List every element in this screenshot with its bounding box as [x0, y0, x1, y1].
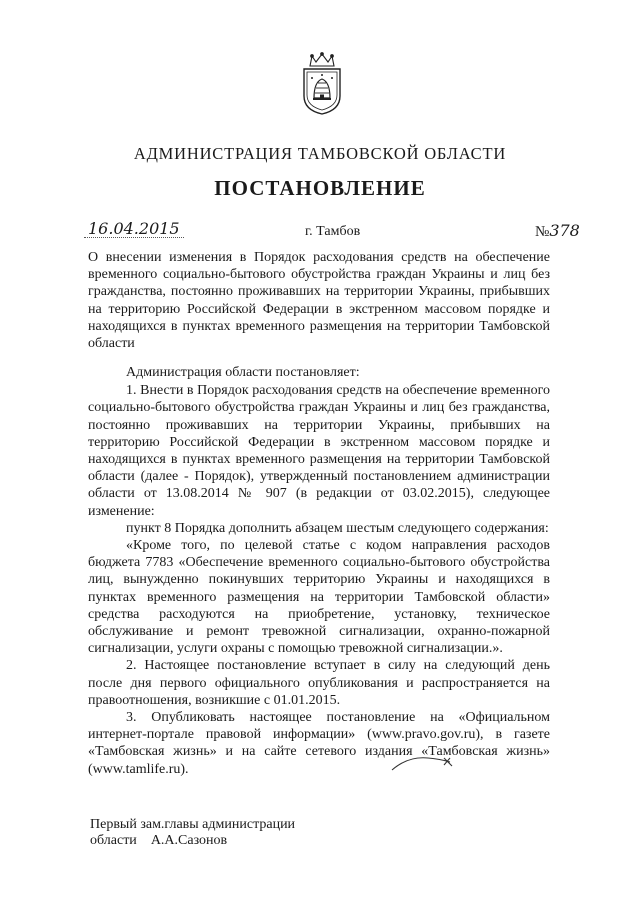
crown-icon	[310, 53, 334, 66]
signatory-position-cont: области	[90, 833, 137, 848]
date-value: 16.04.2015	[88, 219, 180, 238]
number-value: 378	[549, 221, 580, 240]
document-number	[535, 221, 580, 241]
document-city: г. Тамбов	[305, 224, 361, 239]
signatory-line	[90, 832, 227, 849]
clause-1: 1. Внести в Порядок расходования средств на обеспечение временного социально-бытового обустройства граждан Украины и лиц без гражданства, постоянно проживавших на территории Украины, прибывших на территорию Российской Федерации в экстренном массовом порядке и находящихся в пунктах временного размещения на территории Тамбовской области (далее - Порядок), утвержденный постановлением администрации области от 13.08.2014 № 907 (в редакции от 03.02.2015), следующее изменение:	[88, 383, 550, 519]
organization-name: АДМИНИСТРАЦИЯ ТАМБОВСКОЙ ОБЛАСТИ	[133, 144, 507, 163]
document-body	[88, 364, 550, 778]
document-date	[88, 219, 180, 238]
clause-1-quote: «Кроме того, по целевой статье с кодом направления расходов бюджета 7783 «Обеспечение временного социально-бытового обустройства лиц, вынужденно покинувших территорию Украины и находящихся в пунктах временного размещения на территории Тамбовской области» средства расходуются на приобретение, установку, техническое обслуживание и ремонт тревожной сигнализации, охранно-пожарной сигнализации, услуги охраны с помощью тревожной сигнализации.».	[88, 538, 550, 657]
clause-3: 3. Опубликовать настоящее постановление на «Официальном интернет-портале правовой информации» (www.pravo.gov.ru), в газете «Тамбовская жизнь» и на сайте сетевого издания «Тамбовская жизнь» (www.tamlife.ru).	[88, 710, 550, 777]
coat-of-arms-emblem	[300, 52, 344, 116]
handwritten-signature	[388, 750, 458, 776]
number-prefix: №	[535, 224, 550, 240]
clause-1-sub: пункт 8 Порядка дополнить абзацем шестым следующего содержания:	[126, 520, 549, 536]
beehive-icon	[311, 74, 333, 100]
document-subject: О внесении изменения в Порядок расходования средств на обеспечение временного социально-бытового обустройства граждан Украины и лиц без гражданства, постоянно проживавших на территории Украины, прибывших на территорию Российской Федерации в экстренном массовом порядке и находящихся в пунктах временного размещения на территории Тамбовской области	[88, 250, 550, 352]
preamble: Администрация области постановляет:	[126, 365, 360, 380]
date-underline	[84, 237, 184, 238]
document-type-title: ПОСТАНОВЛЕНИЕ	[214, 176, 426, 200]
signatory-name: А.А.Сазонов	[150, 833, 228, 848]
signatory-position: Первый зам.главы администрации	[90, 817, 296, 832]
clause-2: 2. Настоящее постановление вступает в силу на следующий день после дня первого официального опубликования и распространяется на правоотношения, возникшие с 01.01.2015.	[88, 658, 550, 708]
